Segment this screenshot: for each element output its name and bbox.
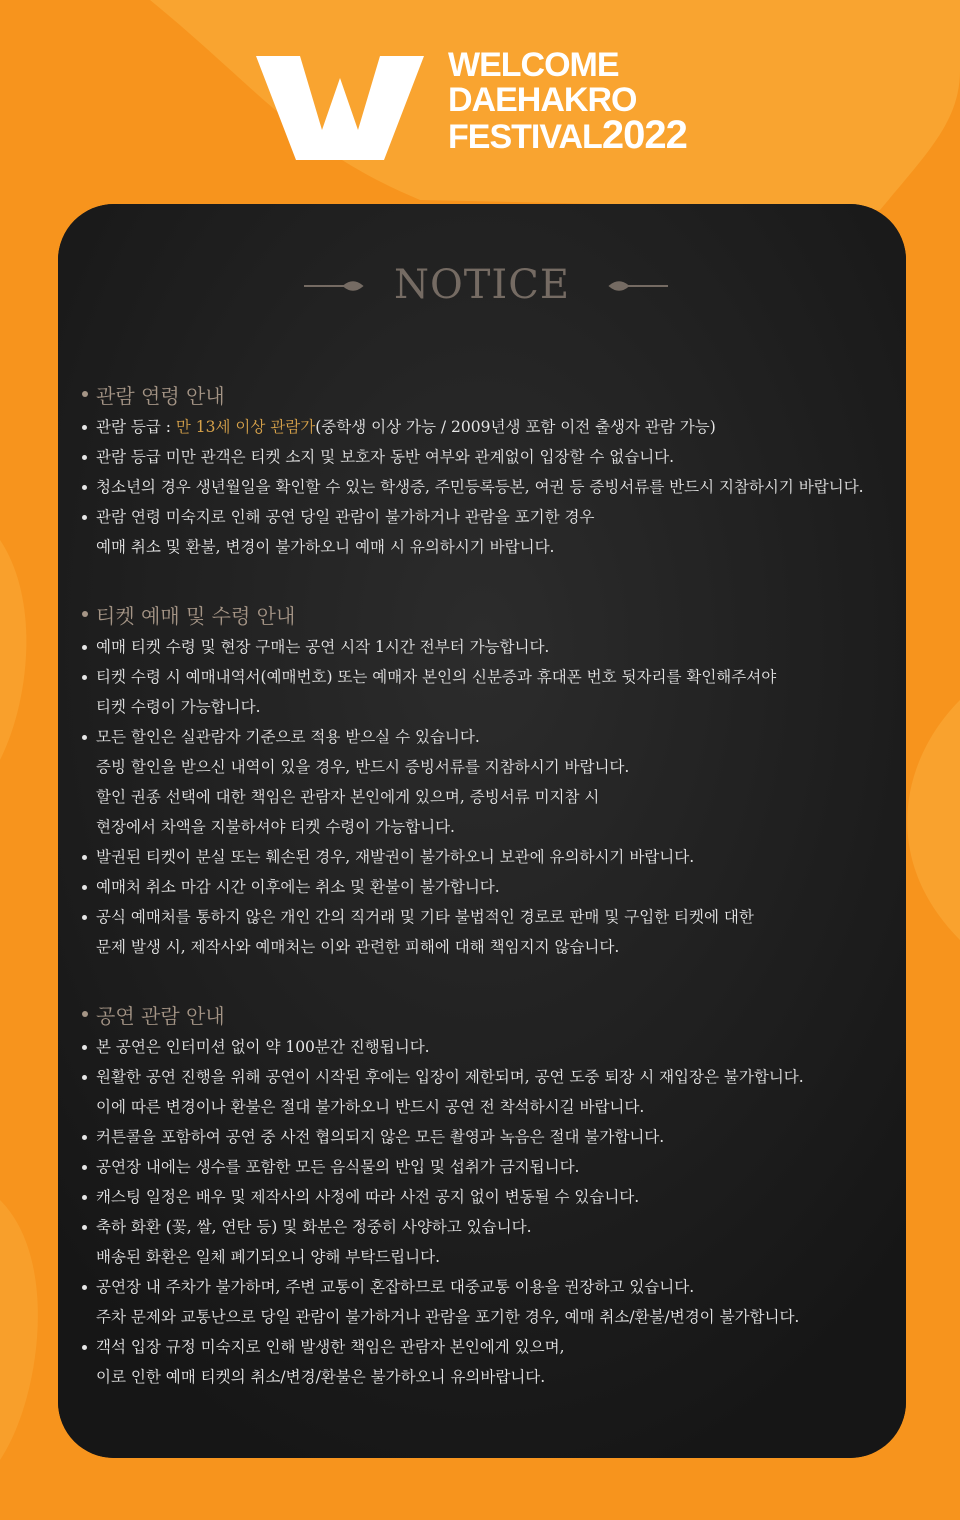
item-line: 커튼콜을 포함하여 공연 중 사전 협의되지 않은 모든 촬영과 녹음은 절대 불가합니다.	[96, 1128, 665, 1146]
list-item	[78, 662, 898, 722]
section-title-text: 관람 연령 안내	[96, 383, 225, 408]
item-line: 증빙 할인을 받으신 내역이 있을 경우, 반드시 증빙서류를 지참하시기 바랍니다.	[96, 758, 630, 776]
item-line	[96, 412, 898, 442]
bullet-icon	[80, 662, 88, 722]
bullet-icon	[80, 902, 88, 962]
item-line: 예매처 취소 마감 시간 이후에는 취소 및 환불이 불가합니다.	[96, 878, 500, 896]
list-item	[78, 1122, 898, 1152]
item-text: 관람 등급 :	[96, 418, 176, 436]
item-line: 예매 티켓 수령 및 현장 구매는 공연 시작 1시간 전부터 가능합니다.	[96, 638, 550, 656]
notice-list	[78, 1032, 898, 1392]
bullet-icon	[80, 722, 88, 842]
list-item	[78, 1212, 898, 1272]
item-line: 본 공연은 인터미션 없이 약 100분간 진행됩니다.	[96, 1038, 430, 1056]
bullet-icon	[80, 1122, 88, 1152]
ornament-right-icon	[604, 280, 668, 292]
item-line: 공식 예매처를 통하지 않은 개인 간의 직거래 및 기타 불법적인 경로로 판매 및 구입한 티켓에 대한	[96, 908, 754, 926]
bullet-icon	[80, 1212, 88, 1272]
notice-section	[78, 996, 898, 1392]
logo-line-3: FESTIVAL	[448, 118, 602, 156]
section-title	[78, 376, 898, 412]
bullet-icon	[80, 632, 88, 662]
notice-list	[78, 632, 898, 962]
item-line: 관람 연령 미숙지로 인해 공연 당일 관람이 불가하거나 관람을 포기한 경우	[96, 508, 595, 526]
notice-title: NOTICE	[393, 262, 571, 308]
list-item	[78, 412, 898, 442]
bullet-icon	[82, 391, 88, 397]
notice-list	[78, 412, 898, 562]
bullet-icon	[80, 1182, 88, 1212]
list-item	[78, 632, 898, 662]
list-item	[78, 1062, 898, 1122]
logo-wordmark	[448, 48, 687, 155]
list-item	[78, 1272, 898, 1332]
w-logo-mark	[256, 52, 424, 160]
section-title-text: 티켓 예매 및 수령 안내	[96, 603, 296, 628]
bullet-icon	[80, 1272, 88, 1332]
section-title-text: 공연 관람 안내	[96, 1003, 225, 1028]
list-item	[78, 872, 898, 902]
section-title	[78, 596, 898, 632]
list-item	[78, 902, 898, 962]
list-item	[78, 1332, 898, 1392]
list-item	[78, 722, 898, 842]
item-line: 원활한 공연 진행을 위해 공연이 시작된 후에는 입장이 제한되며, 공연 도중 퇴장 시 재입장은 불가합니다.	[96, 1068, 804, 1086]
list-item	[78, 1152, 898, 1182]
bullet-icon	[80, 872, 88, 902]
bullet-icon	[80, 1152, 88, 1182]
item-line: 배송된 화환은 일체 폐기되오니 양해 부탁드립니다.	[96, 1248, 440, 1266]
bullet-icon	[80, 472, 88, 502]
item-line: 티켓 수령 시 예매내역서(예매번호) 또는 예매자 본인의 신분증과 휴대폰 번호 뒷자리를 확인해주셔야	[96, 668, 777, 686]
item-text: (중학생 이상 가능 / 2009년생 포함 이전 출생자 관람 가능)	[315, 418, 716, 436]
list-item	[78, 1182, 898, 1212]
notice-sections	[78, 376, 898, 1426]
list-item	[78, 502, 898, 562]
bullet-icon	[80, 502, 88, 562]
item-line: 축하 화환 (꽃, 쌀, 연탄 등) 및 화분은 정중히 사양하고 있습니다.	[96, 1218, 532, 1236]
item-line: 캐스팅 일정은 배우 및 제작사의 사정에 따라 사전 공지 없이 변동될 수 있습니다.	[96, 1188, 640, 1206]
bullet-icon	[80, 412, 88, 442]
item-line: 할인 권종 선택에 대한 책임은 관람자 본인에게 있으며, 증빙서류 미지참 시	[96, 788, 600, 806]
logo-line-1: WELCOME	[448, 46, 619, 84]
item-line: 이에 따른 변경이나 환불은 절대 불가하오니 반드시 공연 전 착석하시길 바랍니다.	[96, 1098, 645, 1116]
bullet-icon	[80, 1062, 88, 1122]
bullet-icon	[82, 1011, 88, 1017]
item-line: 티켓 수령이 가능합니다.	[96, 698, 261, 716]
notice-section	[78, 596, 898, 962]
bullet-icon	[80, 842, 88, 872]
logo-line-2: DAEHAKRO	[448, 81, 637, 119]
list-item	[78, 472, 898, 502]
item-line: 관람 등급 미만 관객은 티켓 소지 및 보호자 동반 여부와 관계없이 입장할 수 없습니다.	[96, 448, 675, 466]
item-line: 공연장 내에는 생수를 포함한 모든 음식물의 반입 및 섭취가 금지됩니다.	[96, 1158, 580, 1176]
bullet-icon	[82, 611, 88, 617]
notice-section	[78, 376, 898, 562]
bullet-icon	[80, 1332, 88, 1392]
notice-header	[58, 256, 906, 312]
bullet-icon	[80, 442, 88, 472]
item-line: 모든 할인은 실관람자 기준으로 적용 받으실 수 있습니다.	[96, 728, 480, 746]
bullet-icon	[80, 1032, 88, 1062]
item-line: 공연장 내 주차가 불가하며, 주변 교통이 혼잡하므로 대중교통 이용을 권장하고 있습니다.	[96, 1278, 695, 1296]
item-line: 예매 취소 및 환불, 변경이 불가하오니 예매 시 유의하시기 바랍니다.	[96, 538, 555, 556]
notice-panel	[58, 204, 906, 1458]
festival-logo	[256, 48, 716, 166]
item-line: 객석 입장 규정 미숙지로 인해 발생한 책임은 관람자 본인에게 있으며,	[96, 1338, 565, 1356]
item-line: 문제 발생 시, 제작사와 예매처는 이와 관련한 피해에 대해 책임지지 않습니다.	[96, 938, 620, 956]
list-item	[78, 442, 898, 472]
list-item	[78, 842, 898, 872]
item-line: 발권된 티켓이 분실 또는 훼손된 경우, 재발권이 불가하오니 보관에 유의하시기 바랍니다.	[96, 848, 695, 866]
section-title	[78, 996, 898, 1032]
age-rating-highlight: 만 13세 이상 관람가	[175, 418, 316, 436]
item-line: 현장에서 차액을 지불하셔야 티켓 수령이 가능합니다.	[96, 818, 455, 836]
item-line: 이로 인한 예매 티켓의 취소/변경/환불은 불가하오니 유의바랍니다.	[96, 1368, 546, 1386]
list-item	[78, 1032, 898, 1062]
ornament-left-icon	[304, 280, 368, 292]
item-line: 주차 문제와 교통난으로 당일 관람이 불가하거나 관람을 포기한 경우, 예매 취소/환불/변경이 불가합니다.	[96, 1308, 800, 1326]
item-line: 청소년의 경우 생년월일을 확인할 수 있는 학생증, 주민등록등본, 여권 등 증빙서류를 반드시 지참하시기 바랍니다.	[96, 478, 864, 496]
logo-year: 2022	[601, 113, 687, 157]
